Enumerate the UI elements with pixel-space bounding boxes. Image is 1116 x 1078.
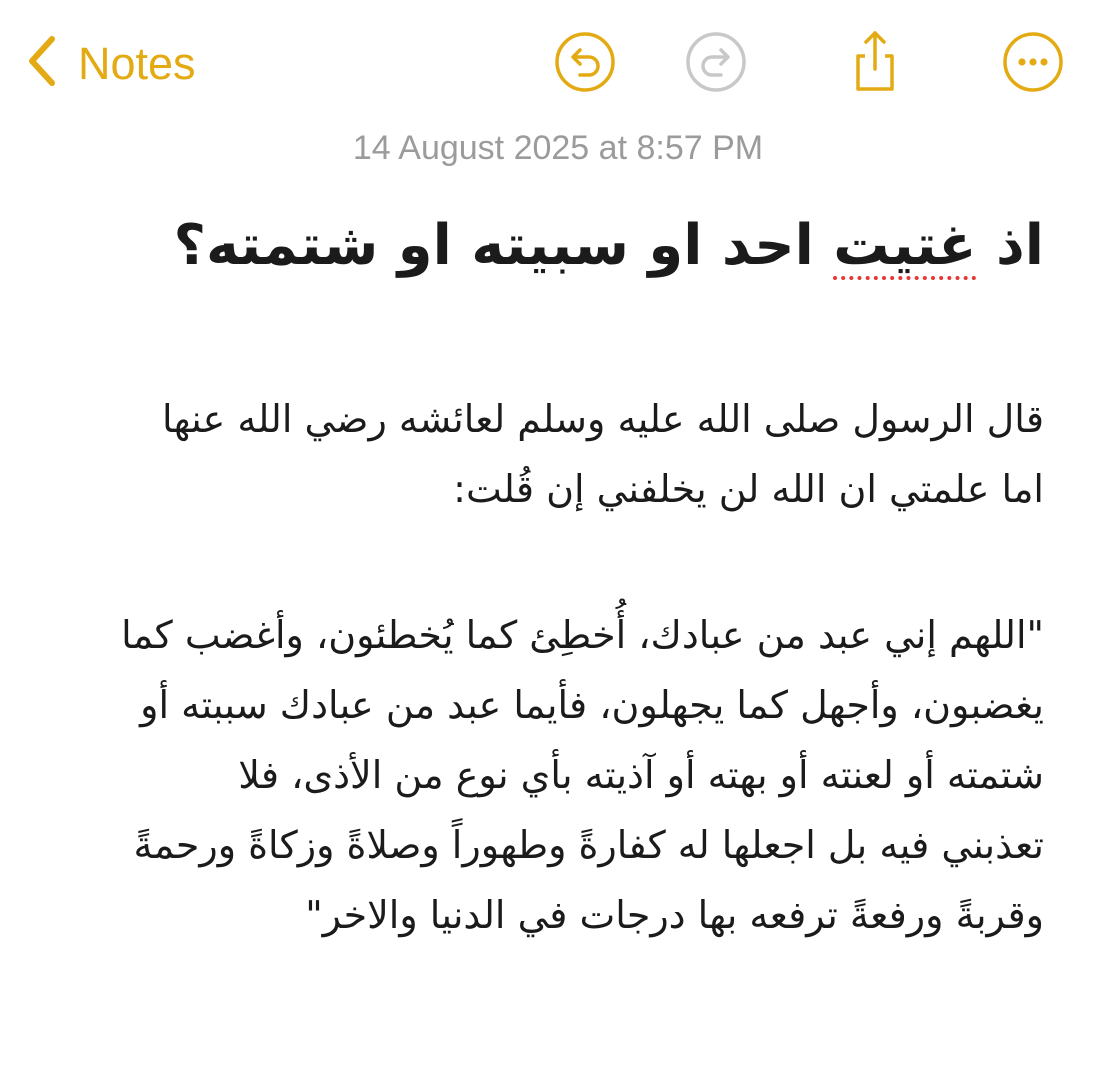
note-paragraph[interactable] [40,384,1044,524]
title-text-start: اذ [976,213,1044,278]
misspelled-word[interactable]: غتيت [833,213,977,278]
redo-icon [685,31,747,97]
paragraph-line: اما علمتي ان الله لن يخلفني إن قُلت: [453,467,1044,511]
note-title[interactable] [40,198,1044,294]
paragraph-line: تعذبني فيه بل اجعلها له كفارةً وطهوراً وصلاةً وزكاةً ورحمةً [133,823,1044,867]
paragraph-line: يغضبون، وأجهل كما يجهلون، فأيما عبد من عبادك سببته أو [140,683,1044,727]
paragraph-line: شتمته أو لعنته أو بهته أو آذيته بأي نوع من الأذى، فلا [238,753,1044,797]
redo-button[interactable] [685,33,747,95]
more-icon [1002,31,1064,97]
back-label: Notes [78,37,196,89]
more-button[interactable] [1002,33,1064,95]
title-text-end: احد او سبيته او شتمته؟ [173,213,834,278]
paragraph-line: وقربةً ورفعةً ترفعه بها درجات في الدنيا والاخر" [305,893,1044,937]
paragraph-line: قال الرسول صلى الله عليه وسلم لعائشه رضي الله عنها [162,397,1044,441]
undo-button[interactable] [554,33,616,95]
back-button[interactable] [24,30,196,96]
share-icon [844,31,906,97]
note-date: 14 August 2025 at 8:57 PM [352,129,764,167]
undo-icon [554,31,616,97]
note-paragraph[interactable] [40,600,1044,950]
chevron-left-icon [24,33,58,93]
share-button[interactable] [844,33,906,95]
paragraph-line: "اللهم إني عبد من عبادك، أُخطِئ كما يُخطئون، وأغضب كما [121,613,1044,657]
